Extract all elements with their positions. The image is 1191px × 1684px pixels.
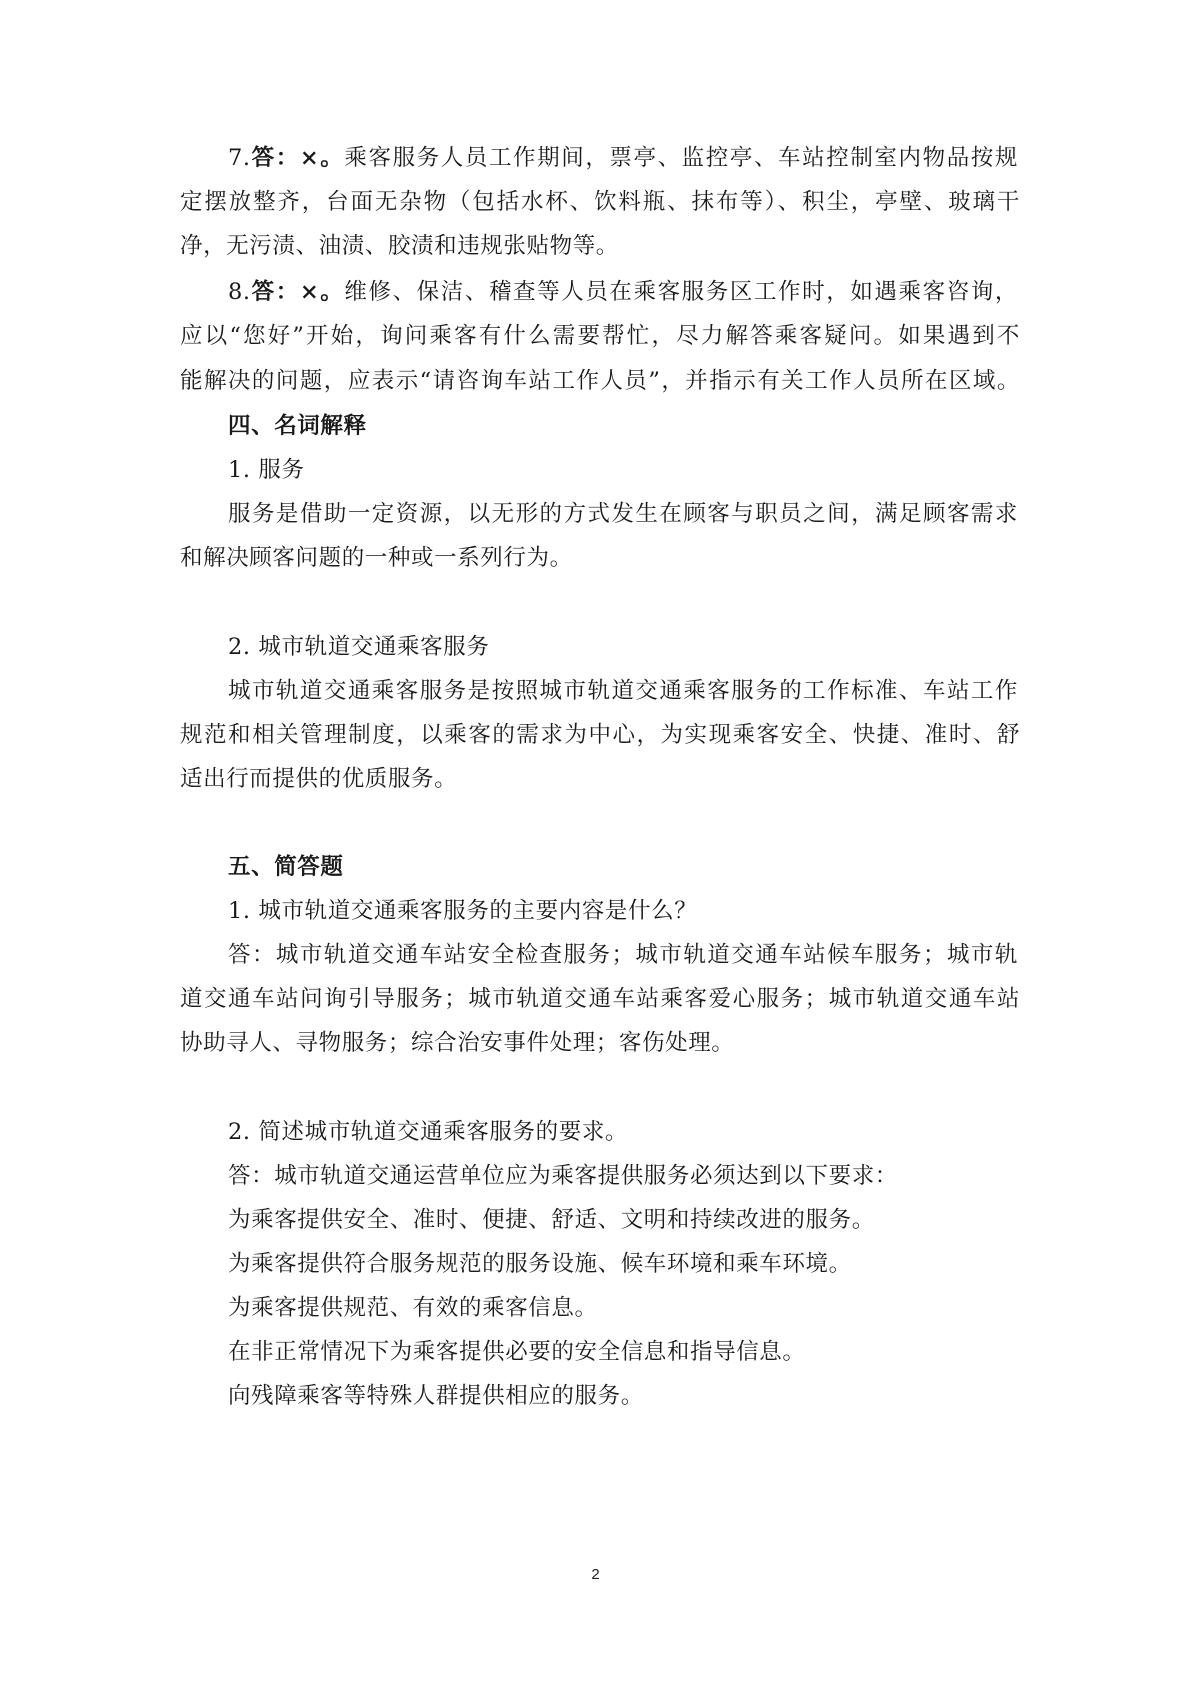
answer-7-line-3: 净，无污渍、油渍、胶渍和违规张贴物等。 [180, 233, 619, 259]
question-2-answer-intro: 答：城市轨道交通运营单位应为乘客提供服务必须达到以下要求： [228, 1163, 898, 1189]
answer-8-text: 维修、保洁、稽查等人员在乘客服务区工作时，如遇乘客咨询， [344, 279, 1018, 305]
question-2-requirement-3: 为乘客提供规范、有效的乘客信息。 [228, 1295, 598, 1321]
question-1-answer-line-3: 协助寻人、寻物服务；综合治安事件处理；客伤处理。 [180, 1030, 735, 1056]
question-2-requirement-1: 为乘客提供安全、准时、便捷、舒适、文明和持续改进的服务。 [228, 1207, 875, 1233]
section-4-heading: 四、名词解释 [228, 413, 367, 439]
question-2-title: 2. 简述城市轨道交通乘客服务的要求。 [228, 1119, 629, 1145]
term-2-title: 2. 城市轨道交通乘客服务 [228, 634, 490, 660]
answer-7-line-1 [228, 143, 1018, 173]
question-2-requirement-5: 向残障乘客等特殊人群提供相应的服务。 [228, 1383, 644, 1409]
term-1-line-2: 和解决顾客问题的一种或一系列行为。 [180, 545, 573, 571]
page-number: 2 [591, 1566, 600, 1583]
section-5-heading: 五、简答题 [228, 854, 344, 880]
answer-8-line-2: 应以“您好”开始，询问乘客有什么需要帮忙，尽力解答乘客疑问。如果遇到不 [180, 323, 1020, 349]
term-2-line-3: 适出行而提供的优质服务。 [180, 766, 458, 792]
answer-8-line-1 [228, 277, 1018, 307]
question-2-requirement-4: 在非正常情况下为乘客提供必要的安全信息和指导信息。 [228, 1339, 806, 1365]
term-1-line-1: 服务是借助一定资源，以无形的方式发生在顾客与职员之间，满足顾客需求 [228, 501, 1018, 527]
question-1-answer-line-2: 道交通车站问询引导服务；城市轨道交通车站乘客爱心服务；城市轨道交通车站 [180, 986, 1020, 1012]
question-1-answer-line-1: 答：城市轨道交通车站安全检查服务；城市轨道交通车站候车服务；城市轨 [228, 942, 1018, 968]
answer-7-text: 乘客服务人员工作期间，票亭、监控亭、车站控制室内物品按规 [344, 145, 1018, 171]
answer-7-number: 7. [228, 145, 251, 171]
term-1-title: 1. 服务 [228, 457, 305, 483]
answer-7-line-2: 定摆放整齐，台面无杂物（包括水杯、饮料瓶、抹布等）、积尘，亭壁、玻璃干 [180, 189, 1020, 215]
answer-8-number: 8. [228, 279, 251, 305]
answer-7-label: 答：×。 [250, 145, 345, 171]
term-2-line-1: 城市轨道交通乘客服务是按照城市轨道交通乘客服务的工作标准、车站工作 [228, 678, 1018, 704]
term-2-line-2: 规范和相关管理制度，以乘客的需求为中心，为实现乘客安全、快捷、准时、舒 [180, 722, 1020, 748]
question-1-title: 1. 城市轨道交通乘客服务的主要内容是什么？ [228, 898, 698, 924]
question-2-requirement-2: 为乘客提供符合服务规范的服务设施、候车环境和乘车环境。 [228, 1251, 852, 1277]
answer-8-line-3: 能解决的问题，应表示“请咨询车站工作人员”，并指示有关工作人员所在区域。 [180, 368, 1020, 394]
answer-8-label: 答：×。 [250, 279, 345, 305]
